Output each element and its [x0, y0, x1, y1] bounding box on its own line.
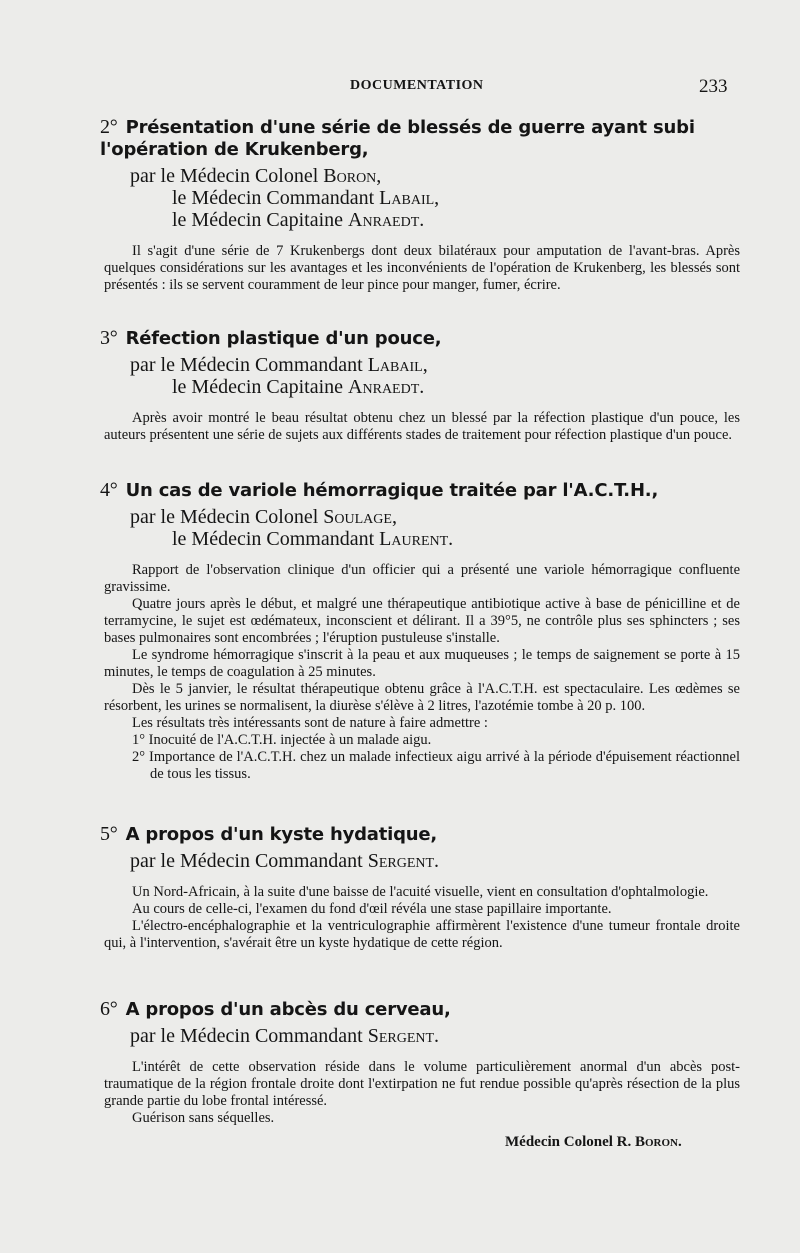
- author-line: [130, 187, 740, 209]
- signature-name: Boron.: [634, 1134, 682, 1150]
- section-body: [104, 884, 740, 952]
- author-line: [130, 506, 740, 528]
- paragraph: Dès le 5 janvier, le résultat thérapeutique obtenu grâce à l'A.C.T.H. est spectaculaire. Les œdèmes se résorbent, les urines se normalisent, la diurèse s'élève à 2 litres, l'azotémie tombe à 20 p. 100.: [104, 681, 740, 714]
- section-3: [100, 327, 740, 444]
- author-line: [130, 376, 740, 398]
- section-title: [100, 479, 740, 502]
- paragraph: Les résultats très intéressants sont de nature à faire admettre :: [132, 715, 488, 731]
- author-name: Sergent.: [367, 1025, 440, 1047]
- paragraph: Rapport de l'observation clinique d'un officier qui a présenté une variole hémorragique confluente gravissime.: [104, 562, 740, 595]
- section-title-text: Réfection plastique d'un pouce,: [125, 328, 442, 349]
- author-name: Anraedt.: [348, 209, 425, 231]
- author-name: Labail,: [379, 187, 440, 209]
- section-body: [104, 562, 740, 783]
- list-item: 2° Importance de l'A.C.T.H. chez un malade infectieux aigu arrivé à la période d'épuisement réactionnel de tous les tissus.: [132, 749, 740, 782]
- section-number: 2°: [100, 116, 118, 138]
- author-title: par le Médecin Colonel: [130, 165, 324, 187]
- author-line: [130, 354, 740, 376]
- author-name: Soulage,: [323, 506, 397, 528]
- author-name: Sergent.: [367, 850, 440, 872]
- paragraph: L'électro-encéphalographie et la ventriculographie affirmèrent l'existence d'une tumeur frontale droite qui, à l'intervention, s'avérait être un kyste hydatique de cette région.: [104, 918, 740, 951]
- author-title: le Médecin Capitaine: [172, 376, 349, 398]
- section-title: [100, 998, 740, 1021]
- author-title: le Médecin Commandant: [172, 528, 380, 550]
- paragraph: Le syndrome hémorragique s'inscrit à la peau et aux muqueuses ; le temps de saignement se porte à 15 minutes, le temps de coagulation à 25 minutes.: [104, 647, 740, 680]
- section-number: 3°: [100, 327, 118, 349]
- author-list: [130, 165, 740, 231]
- author-name: Labail,: [367, 354, 428, 376]
- signature: [505, 1134, 682, 1151]
- author-title: par le Médecin Commandant: [130, 850, 368, 872]
- paragraph: L'intérêt de cette observation réside dans le volume particulièrement anormal d'un abcès post-traumatique de la région frontale droite dont l'extirpation ne fut rendue possible qu'après résection de la plus grande partie du lobe frontal intéressé.: [104, 1059, 740, 1109]
- section-body: [104, 410, 740, 444]
- list-item: 1° Inocuité de l'A.C.T.H. injectée à un malade aigu.: [132, 732, 432, 748]
- paragraph: Au cours de celle-ci, l'examen du fond d'œil révéla une stase papillaire importante.: [132, 901, 612, 917]
- author-title: le Médecin Commandant: [172, 187, 380, 209]
- section-4: [100, 479, 740, 783]
- author-line: [130, 165, 740, 187]
- page-header: [0, 76, 800, 100]
- section-2: [100, 116, 740, 294]
- section-6: [100, 998, 740, 1127]
- author-line: [130, 209, 740, 231]
- author-list: [130, 1025, 740, 1047]
- section-5: [100, 823, 740, 952]
- section-title: [100, 116, 740, 161]
- page-number: 233: [699, 76, 728, 97]
- author-title: le Médecin Capitaine: [172, 209, 349, 231]
- author-line: [130, 1025, 740, 1047]
- paragraph: Il s'agit d'une série de 7 Krukenbergs dont deux bilatéraux pour amputation de l'avant-bras. Après quelques considérations sur les avantages et les inconvénients de l'opération de Krukenberg, les blessés sont présentés : ils se servent couramment de leur pince pour manger, fumer, écrire.: [104, 243, 740, 293]
- author-line: [130, 528, 740, 550]
- paragraph: Après avoir montré le beau résultat obtenu chez un blessé par la réfection plastique d'un pouce, les auteurs présentent une série de sujets aux différents stades de traitement pour réfection plastique d'un pouce.: [104, 410, 740, 443]
- section-body: [104, 1059, 740, 1127]
- paragraph: Quatre jours après le début, et malgré une thérapeutique antibiotique active à base de pénicilline et de terramycine, le sujet est œdémateux, inconscient et délirant. Il a 39°5, ne contrôle plus ses sphincters ; ses bases pulmonaires sont encombrées ; l'éruption pustuleuse s'installe.: [104, 596, 740, 646]
- author-line: [130, 850, 740, 872]
- section-title-text: A propos d'un kyste hydatique,: [125, 824, 438, 845]
- running-head: DOCUMENTATION: [350, 78, 484, 93]
- section-title-text: A propos d'un abcès du cerveau,: [125, 999, 451, 1020]
- author-list: [130, 850, 740, 872]
- author-list: [130, 354, 740, 398]
- section-title: [100, 823, 740, 846]
- paragraph: Un Nord-Africain, à la suite d'une baisse de l'acuité visuelle, vient en consultation d'ophtalmologie.: [132, 884, 709, 900]
- section-number: 6°: [100, 998, 118, 1020]
- section-title-text: Un cas de variole hémorragique traitée par l'A.C.T.H.,: [125, 480, 659, 501]
- section-title: [100, 327, 740, 350]
- paragraph: Guérison sans séquelles.: [132, 1110, 275, 1126]
- section-body: [104, 243, 740, 294]
- author-name: Laurent.: [379, 528, 454, 550]
- author-title: par le Médecin Colonel: [130, 506, 324, 528]
- signature-title: Médecin Colonel R.: [505, 1134, 635, 1150]
- section-number: 4°: [100, 479, 118, 501]
- author-list: [130, 506, 740, 550]
- author-title: par le Médecin Commandant: [130, 354, 368, 376]
- author-name: Anraedt.: [348, 376, 425, 398]
- author-title: par le Médecin Commandant: [130, 1025, 368, 1047]
- section-number: 5°: [100, 823, 118, 845]
- author-name: Boron,: [323, 165, 382, 187]
- section-title-text: Présentation d'une série de blessés de guerre ayant subi l'opération de Krukenberg,: [100, 117, 695, 160]
